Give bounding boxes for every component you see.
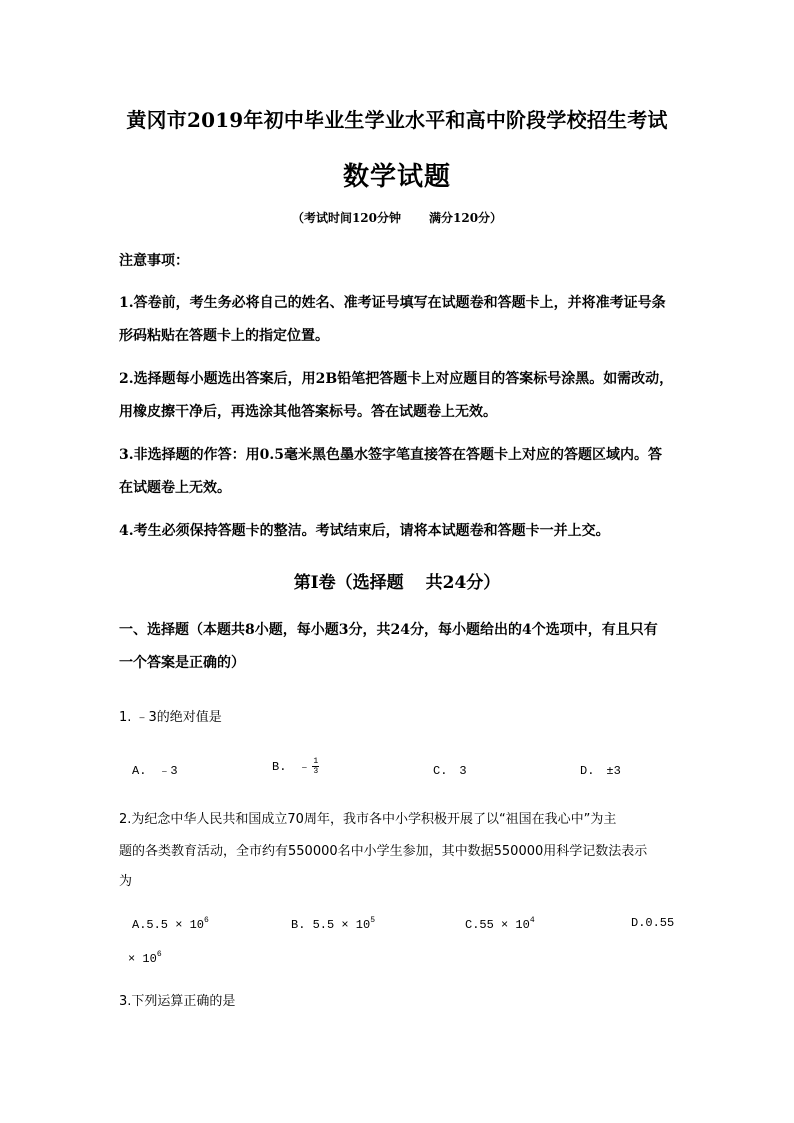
notice-item-3-line-1: 3.非选择题的作答：用0.5毫米黑色墨水签字笔直接答在答题卡上对应的答题区域内。答: [119, 447, 662, 463]
q2-option-a-exponent: 6: [204, 916, 209, 925]
q2-option-a-base: A.5.5 × 10: [132, 918, 205, 932]
section-instruction-line-1: 一、选择题（本题共8小题，每小题3分，共24分，每小题给出的4个选项中，有且只有: [119, 622, 658, 638]
exam-title: 黄冈市2019年初中毕业生学业水平和高中阶段学校招生考试: [126, 108, 668, 132]
section-instruction-line-2: 一个答案是正确的）: [119, 655, 245, 671]
q1-option-b: [272, 757, 319, 776]
q1-option-b-prefix: B. ﹣: [272, 760, 311, 774]
section-title-score: 共24分）: [425, 573, 501, 593]
q2-option-c: [465, 916, 535, 932]
q1-option-b-fraction: [312, 757, 319, 776]
fraction-denominator: 3: [313, 767, 319, 777]
q2-option-c-exponent: 4: [529, 916, 535, 925]
notice-item-3-line-2: 在试题卷上无效。: [119, 480, 231, 496]
notice-heading: 注意事项：: [119, 253, 189, 269]
q2-option-c-base: C.55 × 10: [465, 918, 530, 932]
notice-item-1-line-2: 形码粘贴在答题卡上的指定位置。: [119, 328, 329, 344]
question-2-stem-line-2: 题的各类教育活动，全市约有550000名中小学生参加，其中数据550000用科学记数法表示: [119, 844, 648, 859]
q1-option-c: C. 3: [433, 764, 467, 778]
time-note: （考试时间120分钟: [291, 211, 401, 225]
q2-option-b-exponent: 5: [370, 916, 376, 925]
q1-option-d: D. ±3: [580, 764, 621, 778]
section-title: [0, 568, 794, 593]
notice-item-2-line-1: 2.选择题每小题选出答案后，用2B铅笔把答题卡上对应题目的答案标号涂黑。如需改动，: [119, 371, 674, 387]
q2-option-d-line-1: D.0.55: [631, 916, 675, 930]
question-2-stem-line-1: 2.为纪念中华人民共和国成立70周年，我市各中小学积极开展了以“祖国在我心中”为主: [119, 812, 617, 827]
section-title-main: 第Ⅰ卷（选择题: [293, 573, 404, 593]
exam-meta: [0, 209, 794, 226]
question-1-stem: 1. ﹣3的绝对值是: [119, 710, 222, 725]
fraction-numerator: 1: [313, 757, 319, 767]
subject-title: 数学试题: [342, 162, 451, 192]
q2-option-d-base: × 10: [128, 952, 157, 966]
q2-option-d-line-2: [128, 950, 162, 966]
question-2-stem-line-3: 为: [119, 874, 133, 889]
notice-item-4-line-1: 4.考生必须保持答题卡的整洁。考试结束后，请将本试题卷和答题卡一并上交。: [119, 523, 610, 539]
score-note: 满分120分）: [429, 211, 503, 225]
q2-option-b-base: B. 5.5 × 10: [291, 918, 371, 932]
notice-item-1-line-1: 1.答卷前，考生务必将自己的姓名、准考证号填写在试题卷和答题卡上，并将准考证号条: [119, 295, 666, 311]
q2-option-a: [132, 916, 209, 932]
q1-option-a: A. ﹣3: [132, 764, 178, 778]
notice-item-2-line-2: 用橡皮擦干净后，再选涂其他答案标号。答在试题卷上无效。: [119, 404, 497, 420]
question-3-stem: 3.下列运算正确的是: [119, 994, 236, 1009]
q2-option-b: [291, 916, 375, 932]
q2-option-d-exponent: 6: [156, 950, 162, 959]
